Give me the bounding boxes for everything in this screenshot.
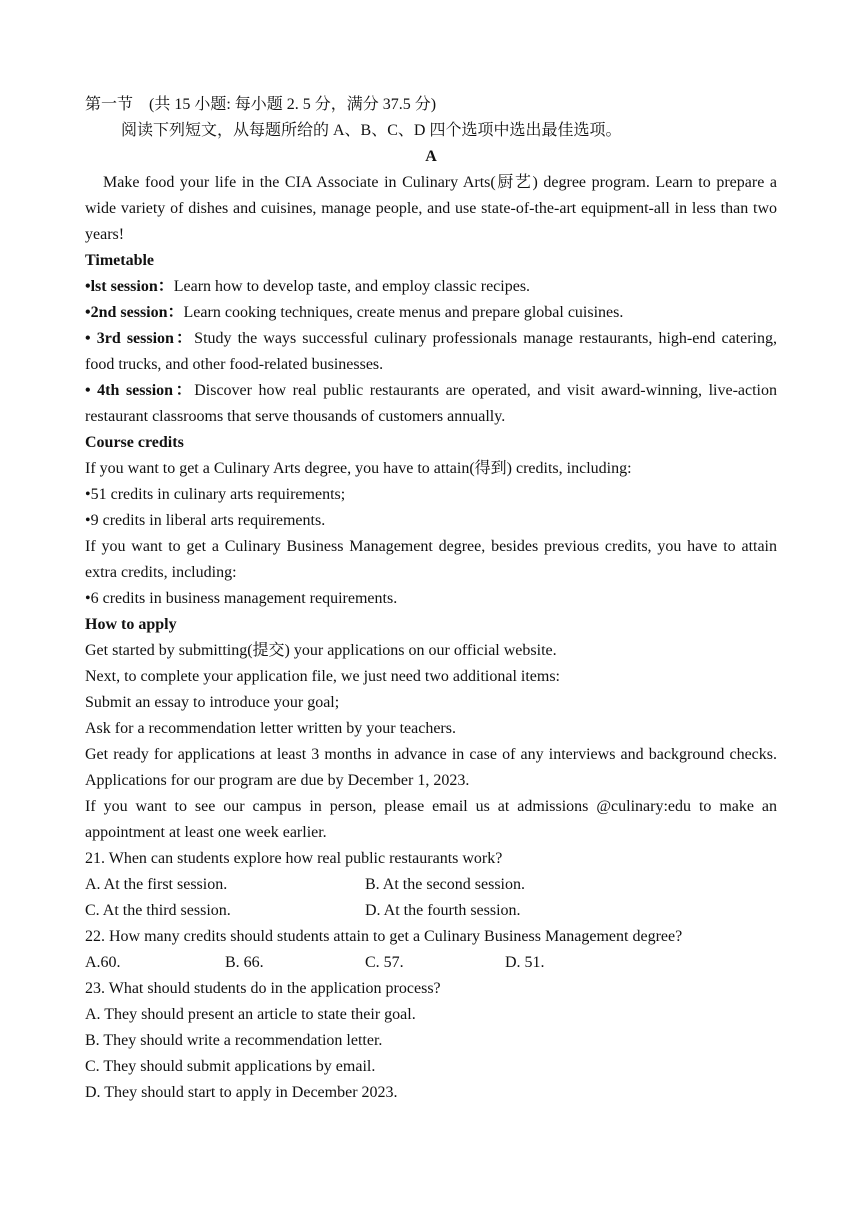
question-21-options-row-1 [85, 872, 777, 898]
session-label: •lst session： [85, 278, 174, 295]
question-23-option-b: B. They should write a recommendation letter. [85, 1032, 383, 1049]
credits-intro: If you want to get a Culinary Arts degree, you have to attain(得到) credits, including: [85, 460, 632, 477]
apply-step-1: Get started by submitting(提交) your applications on our official website. [85, 642, 557, 659]
credits-item-liberal: •9 credits in liberal arts requirements. [85, 512, 326, 529]
session-item-4 [85, 378, 777, 430]
question-23-option-a: A. They should present an article to state their goal. [85, 1006, 416, 1023]
timetable-heading: Timetable [85, 252, 155, 269]
apply-heading: How to apply [85, 616, 177, 633]
credits-item-culinary: •51 credits in culinary arts requirements; [85, 486, 346, 503]
apply-deadline: Get ready for applications at least 3 months in advance in case of any interviews and background checks. Applications for our program are due by December 1, 2023. [85, 746, 777, 789]
credits-heading: Course credits [85, 434, 184, 451]
question-23-stem: 23. What should students do in the application process? [85, 980, 441, 997]
credits-business: If you want to get a Culinary Business Management degree, besides previous credits, you have to attain extra credits, including: [85, 538, 777, 581]
question-21-option-c: C. At the third session. [85, 902, 231, 919]
question-21-option-d: D. At the fourth session. [365, 902, 521, 919]
question-21-stem: 21. When can students explore how real public restaurants work? [85, 850, 503, 867]
question-22-option-b: B. 66. [225, 954, 264, 971]
session-label: • 3rd session： [85, 330, 195, 347]
question-22-option-a: A.60. [85, 954, 121, 971]
apply-visit: If you want to see our campus in person, please email us at admissions @culinary:edu to make an appointment at least one week earlier. [85, 798, 777, 841]
session-label: • 4th session： [85, 382, 195, 399]
question-21-option-b: B. At the second session. [365, 876, 525, 893]
passage-intro: Make food your life in the CIA Associate in Culinary Arts(厨艺) degree program. Learn to prepare a wide variety of dishes and cuisines, manage people, and use state-of-the-art equipment-all in less than two years! [85, 174, 777, 243]
session-text: Learn how to develop taste, and employ classic recipes. [173, 278, 531, 295]
section-header: 第一节 (共 15 小题: 每小题 2. 5 分，满分 37.5 分) [85, 96, 437, 113]
question-22-stem: 22. How many credits should students attain to get a Culinary Business Management degree? [85, 928, 683, 945]
question-22-option-d: D. 51. [505, 954, 545, 971]
session-item-2 [85, 300, 777, 326]
question-21-options-row-2 [85, 898, 777, 924]
question-21-option-a: A. At the first session. [85, 876, 228, 893]
apply-step-4: Ask for a recommendation letter written by your teachers. [85, 720, 456, 737]
session-item-3 [85, 326, 777, 378]
apply-step-3: Submit an essay to introduce your goal; [85, 694, 340, 711]
session-text: Learn cooking techniques, create menus and prepare global cuisines. [183, 304, 624, 321]
question-22-option-c: C. 57. [365, 954, 404, 971]
page-content [85, 92, 777, 1106]
question-23-option-d: D. They should start to apply in December 2023. [85, 1084, 398, 1101]
reading-instruction: 阅读下列短文，从每题所给的 A、B、C、D 四个选项中选出最佳选项。 [121, 122, 622, 139]
passage-letter: A [425, 148, 437, 165]
session-label: •2nd session： [85, 304, 184, 321]
question-22-options-row [85, 950, 777, 976]
session-item-1 [85, 274, 777, 300]
apply-step-2: Next, to complete your application file, we just need two additional items: [85, 668, 560, 685]
question-23-option-c: C. They should submit applications by email. [85, 1058, 376, 1075]
session-text: Study the ways successful culinary professionals manage restaurants, high-end catering, food trucks, and other food-related businesses. [85, 330, 777, 373]
credits-item-business: •6 credits in business management requirements. [85, 590, 398, 607]
session-text: Discover how real public restaurants are operated, and visit award-winning, live-action restaurant classrooms that serve thousands of customers annually. [85, 382, 777, 425]
